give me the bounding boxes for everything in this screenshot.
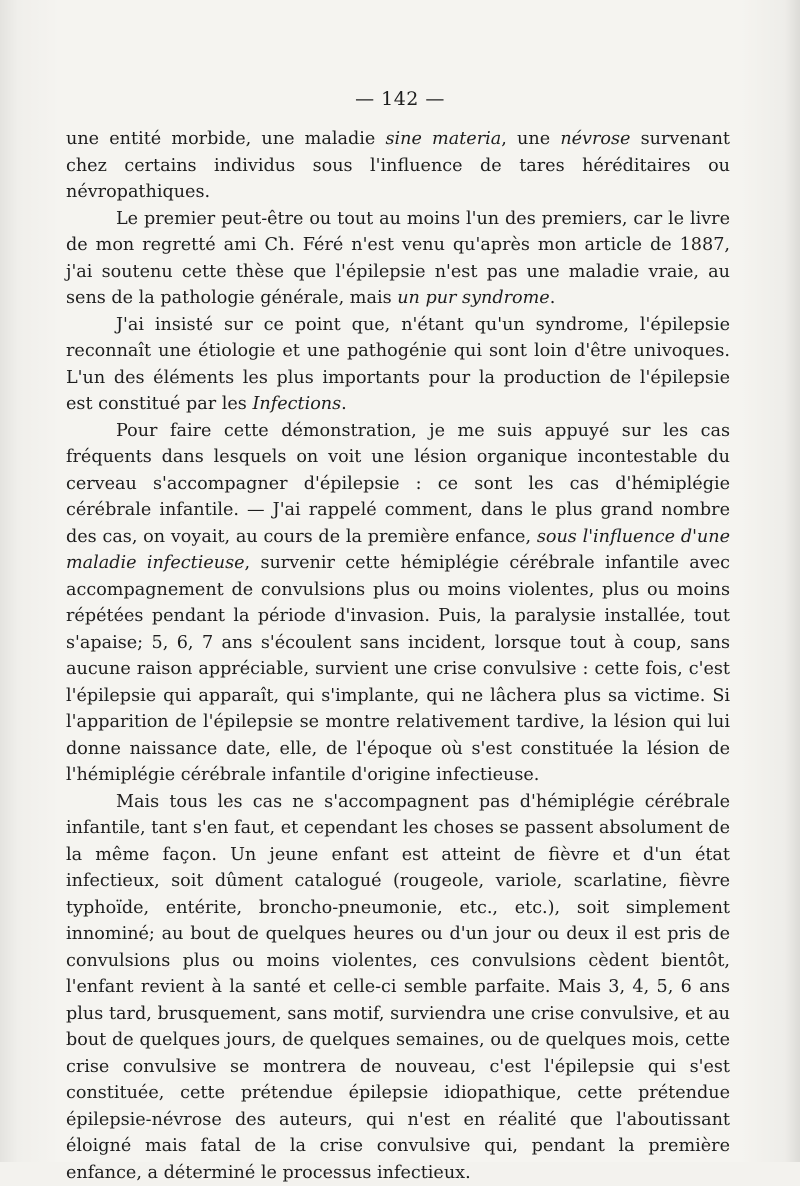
paragraph-5 [66,789,730,1186]
text-run: , survenir cette hémiplégie cérébrale infantile avec accompagnement de convulsions plus ou moins violentes, plus ou moins répétées pendant la période d'invasion. Puis, la paralysie installée, tout s'apaise; 5, 6, 7 ans s'écoulent sans incident, lorsque tout à coup, sans aucune raison appréciable, survient une crise convulsive : cette fois, c'est l'épilepsie qui apparaît, qui s'implante, qui ne lâchera plus sa victime. Si l'apparition de l'épilepsie se montre relativement tardive, la lésion qui lui donne naissance date, elle, de l'époque où s'est constituée la lésion de l'hémiplégie cérébrale infantile d'origine infectieuse. [66,553,730,785]
text-run: Pour faire cette démonstration, je me suis appuyé sur les cas fréquents dans lesquels on voit une lésion organique incontestable du cerveau s'accompagner d'épilepsie : ce sont les cas d'hémiplégie cérébrale infantile. — J'ai rappelé comment, dans le plus grand nombre des cas, on voyait, au cours de la première enfance, [66,421,730,547]
text-run: J'ai insisté sur ce point que, n'étant qu'un syndrome, l'épilepsie reconnaît une étiologie et une pathogénie qui sont loin d'être univoques. L'un des éléments les plus importants pour la production de l'épilepsie est constitué par les [66,315,730,415]
body-text [66,126,730,1186]
paragraph-4 [66,418,730,789]
text-run: une entité morbide, une maladie [66,129,385,149]
page-number: — 142 — [0,88,800,110]
text-run: Le premier peut-être ou tout au moins l'un des premiers, car le livre de mon regretté ami Ch. Féré n'est venu qu'après mon article de 1887, j'ai soutenu cette thèse que l'épilepsie n'est pas une maladie vraie, au sens de la pathologie générale, mais [66,209,730,309]
text-run: Mais tous les cas ne s'accompagnent pas d'hémiplégie cérébrale infantile, tant s'en faut, et cependant les choses se passent absolument de la même façon. Un jeune enfant est atteint de fièvre et d'un état infectieux, soit dûment catalogué (rougeole, variole, scarlatine, fièvre typhoïde, entérite, broncho-pneumonie, etc., etc.), soit simplement innominé; au bout de quelques heures ou d'un jour ou deux il est pris de convulsions plus ou moins violentes, ces convulsions cèdent bientôt, l'enfant revient à la santé et celle-ci semble parfaite. Mais 3, 4, 5, 6 ans plus tard, brusquement, sans motif, surviendra une crise convulsive, et au bout de quelques jours, de quelques semaines, ou de quelques mois, cette crise convulsive se montrera de nouveau, c'est l'épilepsie qui s'est constituée, cette prétendue épilepsie idiopathique, cette prétendue épilepsie-névrose des auteurs, qui n'est en réalité que l'aboutissant éloigné mais fatal de la crise convulsive qui, pendant la première enfance, a déterminé le processus infectieux. [66,792,730,1183]
italic-run: Infections [252,394,341,414]
text-run: , une [501,129,560,149]
text-run: . [550,288,556,308]
text-run: survenant chez certains individus sous l'influence de tares héréditaires ou névropathiques. [66,129,730,202]
text-run: . [341,394,347,414]
italic-run: sine materia [385,129,501,149]
italic-run: sous l'influence d'une maladie infectieuse [66,527,730,574]
italic-run: névrose [560,129,630,149]
paragraph-3 [66,312,730,418]
paragraph-2 [66,206,730,312]
italic-run: un pur syndrome [397,288,550,308]
paragraph-1 [66,126,730,206]
